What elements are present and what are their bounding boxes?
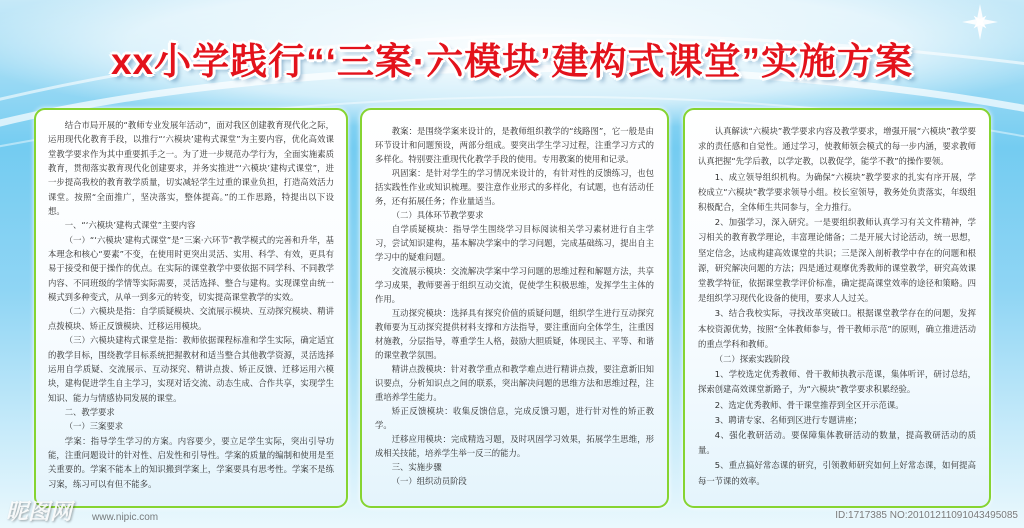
teaching-plan-paragraph: 教案：是围绕学案来设计的，是教师组织教学的“线路图”，它一般是由环节设计和问题预设，两部分组成。要突出学生学习过程，注重学习方式的多样化。特别要注重现代化教学手段的使用。专用教案的使用和记录。 — [375, 126, 654, 164]
intro-paragraph: 结合市局开展的“教师专业发展年活动”，面对我区创建教育现代化之际，运用现代化教育手段，以推行“‘六模块’建构式课堂”为主要内容，优化高效课堂教学要求作为其中重要抓手之一。为了进一步规范办学行为，全面实施素质教育，贯彻落实教育现代化创建要求，并务实推进“‘六模块’建构式课堂”，进一步提高我校的教育教学质量，切实减轻学生过重的课业负担，打造高效活力课堂。按照“全面推广，坚决落实，整体提高。”的工作思路，特提出以下设想。 — [48, 120, 334, 217]
step-1-leadership-paragraph: 1、成立领导组织机构。为确保“六模块”教学要求的扎实有序开展，学校成立“六模块”教学要求领导小组。校长室领导，教务处负责落实，年级组积极配合，全体师生共同参与，全力推行。 — [698, 171, 976, 213]
practice-item-4: 4、强化教研活动。要保障集体教研活动的数量，提高教研活动的质量。 — [698, 430, 976, 456]
subheading-practice-stage: （二）探索实践阶段 — [714, 354, 790, 365]
correction-feedback-module-paragraph: 矫正反馈模块：收集反馈信息，完成反馈习题，进行针对性的矫正教学。 — [375, 406, 654, 430]
transfer-application-module-paragraph: 迁移应用模块：完成精选习题，及时巩固学习效果，拓展学生思维，形成相关技能，培养学生举一反三的能力。 — [375, 434, 654, 458]
step-2-study-paragraph: 2、加强学习，深入研究。一是要组织教师认真学习有关文件精神，学习相关的教育教学理论，丰富理论储备；二是开展大讨论活动，统一思想，坚定信念，达成构建高效课堂的共识；三是深入剖析教学中存在的问题和根源，研究解决问题的方法；四是通过观摩优秀教师的课堂教学，研究高效课堂教学特征，依据课堂教学评价标准，确定提高课堂效率的途径和策略。四是组织学习现代化设备的使用，要求人人过关。 — [698, 217, 976, 304]
practice-item-1: 1、学校选定优秀教师、骨干教师执教示范课，集体听评，研讨总结，探索创建高效课堂新路子，为“六模块”教学要求积累经验。 — [698, 369, 976, 395]
item-two-paragraph: （二）六模块是指：自学质疑模块、交流展示模块、互动探究模块、精讲点拨模块、矫正反馈模块、迁移运用模块。 — [48, 306, 334, 331]
explanation-module-paragraph: 精讲点拨模块：针对教学重点和教学难点进行精讲点拨，要注意新旧知识要点，分析知识点之间的联系，突出解决问题的思维方法和思维过程，注重培养学生能力。 — [375, 364, 654, 402]
subheading-mobilization-stage: （一）组织动员阶段 — [391, 476, 467, 486]
mobilization-paragraph: 认真解读“六模块”教学要求内容及教学要求，增强开展“六模块”教学要求的责任感和自觉性。通过学习，使教师领会模式的每一步内涵，要求教师认真把握“先学后教，以学定教，以教促学，能学不教”的操作要领。 — [698, 126, 976, 167]
exchange-display-module-paragraph: 交流展示模块：交流解决学案中学习问题的思维过程和解题方法，共享学习成果，教师要善于组织互动交流，促使学生积极思维，发挥学生主体的作用。 — [375, 266, 654, 304]
study-plan-paragraph: 学案：指导学生学习的方案。内容要少，要立足学生实际，突出引导功能，注重问题设计的针对性、启发性和引导性。学案的质量的编制和使用是至关重要的。学案不能本上的知识搬到学案上，学案要具有思考性。学案不是练习案，练习可以有但不能多。 — [48, 435, 334, 489]
watermark-id: ID:1717385 NO:20101211091043495085 — [835, 510, 1018, 521]
practice-item-3: 3、聘请专家、名师到区进行专题讲座； — [714, 414, 862, 425]
practice-item-2: 2、选定优秀教师、骨干课堂推荐到全区开示范课。 — [714, 399, 904, 410]
item-three-paragraph: （三）六模块建构式课堂是指：教师依据课程标准和学生实际，确定适宜的教学目标，围绕教学目标系统把握教材和适当整合其他教学资源，灵活选择运用自学质疑、交流展示、互动探究、精讲点拨、矫正反馈、迁移运用六模块，建构促进学生自主学习，实现对话交流、动态生成、合作共享，实现学生知识、能力与情感协同发展的课堂。 — [48, 335, 334, 403]
section-heading-implementation-steps: 三、实施步骤 — [391, 462, 442, 472]
poster-title: xx小学践行“‘三案·六模块’建构式课堂”实施方案 — [110, 41, 914, 82]
interactive-inquiry-module-paragraph: 互动探究模块：选择具有探究价值的质疑问题，组织学生进行互动探究教师要为互动探究提供材料支撑和方法指导，要注重面向全体学生，注重因材施教，分层指导，尊重学生人格，鼓励大胆质疑，体现民主、平等、和谐的课堂教学氛围。 — [375, 308, 654, 360]
self-study-module-paragraph: 自学质疑模块：指导学生围绕学习目标阅读相关学习素材进行自主学习，尝试知识建构，基本解决学案中的学习问题，完成基础练习，提出自主学习中的疑难问题。 — [375, 224, 654, 262]
subheading-three-plans: （一）三案要求 — [64, 421, 124, 432]
item-one-paragraph: （一）“‘六模块’建构式课堂”是“三案·六环节”教学模式的完善和升华，基本理念和核心“要素”不变，在使用时更突出灵活、实用、科学、有效，更具有易于接受和便于操作的优点。在实际的课堂教学中要依据不同学科、不同教学内容、不同班级的学情等实际需要，灵活选择、整合与建构。实现课堂由统一模式到多种变式，从单一到多元的转变，切实提高课堂教学的实效。 — [48, 234, 334, 303]
watermark-url: www.nipic.com — [92, 512, 159, 523]
section-heading-teaching-requirements: 二、教学要求 — [64, 406, 115, 417]
consolidation-plan-paragraph: 巩固案：是针对学生的学习情况来设计的，有针对性的反馈练习，也包括实践性作业或知识梳理。要注意作业形式的多样化，有试题，也有活动任务，还有拓展任务；作业量适当。 — [375, 168, 654, 206]
step-3-breakthrough-paragraph: 3、结合我校实际，寻找改革突破口。根据课堂教学存在的问题，发挥本校资源优势，按照“全体教师参与，骨干教师示范”的原则，确立推进活动的重点学科和教师。 — [698, 308, 976, 349]
watermark-logo: 昵图网 — [6, 500, 73, 525]
right-text-panel — [683, 108, 991, 508]
middle-text-panel — [360, 108, 669, 508]
practice-item-5: 5、重点搞好常态课的研究，引领教师研究如何上好常态课，如何提高每一节课的效率。 — [698, 460, 976, 486]
section-heading-main-content: 一、“‘六模块’建构式课堂”主要内容 — [64, 220, 196, 231]
subheading-segment-requirements: （二）具体环节教学要求 — [391, 210, 484, 220]
left-text-panel — [34, 108, 348, 508]
